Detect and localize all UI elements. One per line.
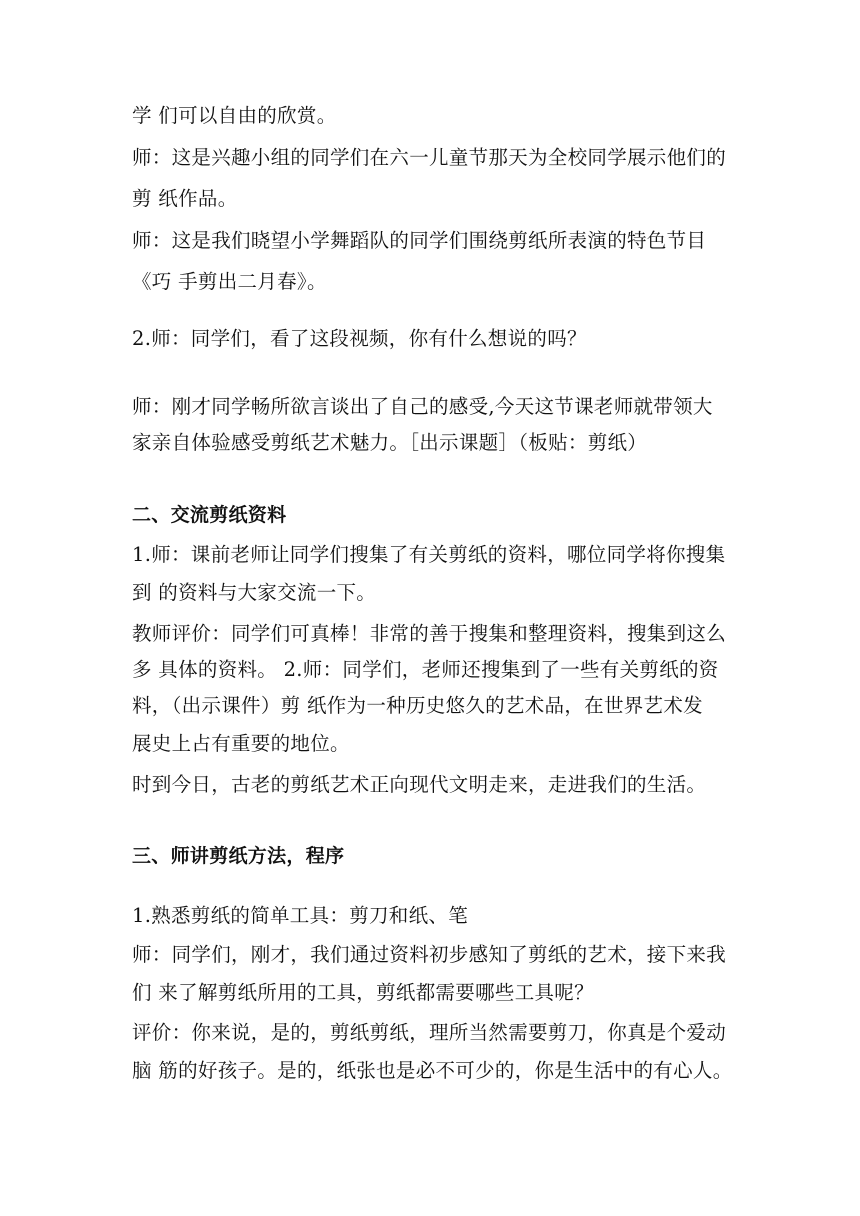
text-line: 展史上占有重要的地位。 <box>132 732 350 755</box>
text-line: 多 具体的资料。 2.师：同学们，老师还搜集到了一些有关剪纸的资 <box>132 658 719 681</box>
text-line: 们 来了解剪纸所用的工具，剪纸都需要哪些工具呢？ <box>132 981 594 1004</box>
text-line: 师：这是我们晓望小学舞蹈队的同学们围绕剪纸所表演的特色节目 <box>132 229 707 252</box>
text-line: 剪 纸作品。 <box>132 187 238 210</box>
text-line: 师：同学们，刚才，我们通过资料初步感知了剪纸的艺术，接下来我 <box>132 943 727 966</box>
text-line: 师：这是兴趣小组的同学们在六一儿童节那天为全校同学展示他们的 <box>132 146 727 169</box>
text-line: 脑 筋的好孩子。是的，纸张也是必不可少的，你是生活中的有心人。 <box>132 1059 733 1082</box>
text-line: 评价：你来说，是的，剪纸剪纸，理所当然需要剪刀，你真是个爱动 <box>132 1021 727 1044</box>
section-heading: 二、交流剪纸资料 <box>132 504 287 526</box>
text-line: 学 们可以自由的欣赏。 <box>132 104 337 127</box>
text-line: 教师评价：同学们可真棒！非常的善于搜集和整理资料，搜集到这么 <box>132 622 727 645</box>
text-line: 料，（出示课件）剪 纸作为一种历史悠久的艺术品，在世界艺术发 <box>132 694 703 717</box>
text-line: 到 的资料与大家交流一下。 <box>132 581 377 604</box>
text-line: 1.师：课前老师让同学们搜集了有关剪纸的资料，哪位同学将你搜集 <box>132 543 726 566</box>
text-line: 家亲自体验感受剪纸艺术魅力。［出示课题］（板贴：剪纸） <box>132 431 648 454</box>
text-line: 《巧 手剪出二月春》。 <box>132 270 327 293</box>
section-heading: 三、师讲剪纸方法，程序 <box>132 845 345 867</box>
text-line: 师：刚才同学畅所欲言谈出了自己的感受,今天这节课老师就带领大 <box>132 395 713 418</box>
text-line: 时到今日，古老的剪纸艺术正向现代文明走来，走进我们的生活。 <box>132 773 707 796</box>
text-line: 1.熟悉剪纸的简单工具：剪刀和纸、笔 <box>132 904 469 927</box>
text-line: 2.师：同学们，看了这段视频，你有什么想说的吗？ <box>132 327 587 350</box>
